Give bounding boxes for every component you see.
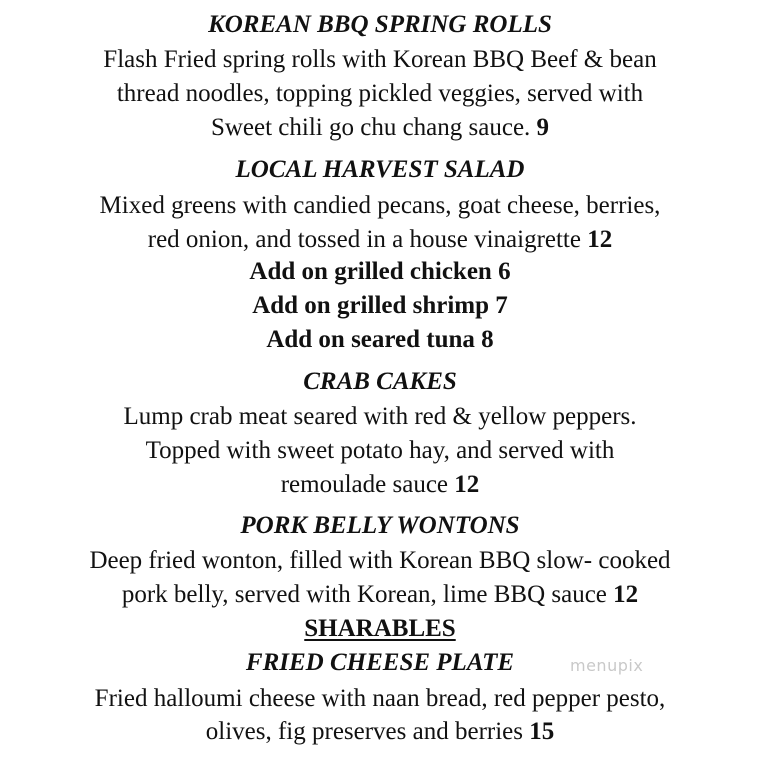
item-price: 12 (613, 581, 639, 608)
watermark: menupix (570, 656, 644, 675)
item-price: 9 (536, 114, 550, 141)
addon-grilled-shrimp: Add on grilled shrimp 7 (252, 292, 508, 319)
item-title-korean-bbq-spring-rolls: KOREAN BBQ SPRING ROLLS (208, 11, 552, 38)
item-price: 12 (587, 226, 613, 253)
item-description-text: red onion, and tossed in a house vinaigrette (147, 226, 581, 253)
section-heading-sharables: SHARABLES (304, 615, 456, 642)
item-description-line-with-price (0, 224, 760, 256)
addon-seared-tuna: Add on seared tuna 8 (266, 326, 494, 353)
item-title-fried-cheese-plate: FRIED CHEESE PLATE (245, 649, 515, 676)
item-description-line-with-price (0, 469, 760, 501)
item-description-line: Deep fried wonton, filled with Korean BBQ slow- cooked (89, 547, 671, 574)
item-title-pork-belly-wontons: PORK BELLY WONTONS (240, 512, 520, 539)
item-description-text: Sweet chili go chu chang sauce. (210, 114, 531, 141)
item-title-crab-cakes: CRAB CAKES (303, 368, 457, 395)
item-description-line: thread noodles, topping pickled veggies, served with (116, 80, 644, 107)
item-title-local-harvest-salad: LOCAL HARVEST SALAD (235, 156, 525, 183)
item-description-line: Topped with sweet potato hay, and served with (145, 437, 615, 464)
item-description-line-with-price (0, 579, 760, 611)
item-description-line-with-price (0, 112, 760, 144)
item-description-line: Flash Fried spring rolls with Korean BBQ Beef & bean (103, 46, 657, 73)
item-description-text: remoulade sauce (280, 471, 449, 498)
item-price: 12 (454, 471, 480, 498)
item-description-line: Fried halloumi cheese with naan bread, red pepper pesto, (94, 685, 666, 712)
item-description-line: Mixed greens with candied pecans, goat cheese, berries, (99, 192, 661, 219)
item-description-text: pork belly, served with Korean, lime BBQ sauce (121, 581, 607, 608)
item-description-line-with-price (0, 716, 760, 748)
addon-grilled-chicken: Add on grilled chicken 6 (249, 258, 511, 285)
item-description-text: olives, fig preserves and berries (205, 718, 523, 745)
item-description-line: Lump crab meat seared with red & yellow peppers. (123, 403, 637, 430)
item-price: 15 (529, 718, 555, 745)
